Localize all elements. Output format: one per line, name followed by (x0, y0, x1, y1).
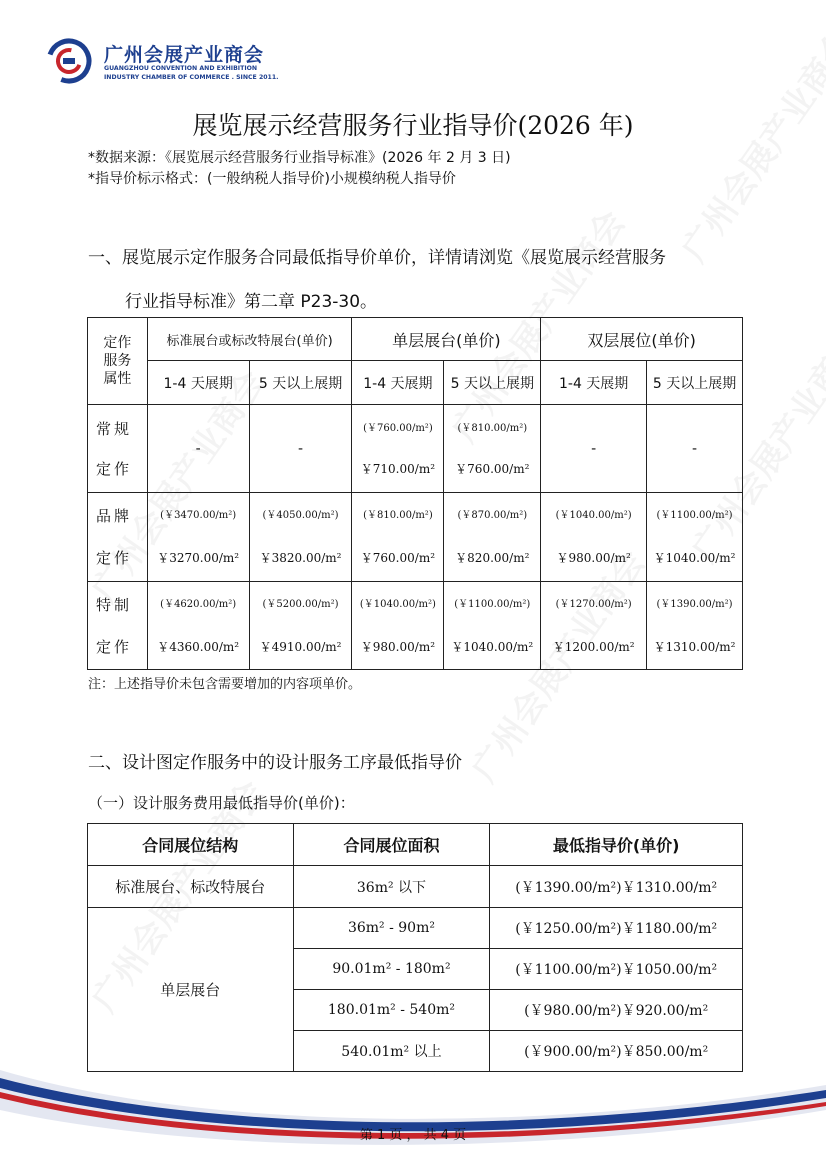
corner-text: 定作 (103, 335, 132, 351)
table-note: 注：上述指导价未包含需要增加的内容项单价。 (88, 677, 362, 692)
price-cell: (￥900.00/m²)￥850.00/m² (490, 1031, 743, 1072)
price-small: ￥1200.00/m² (552, 639, 635, 654)
price-cell (541, 493, 647, 582)
price-cell (352, 405, 444, 493)
price-cell (352, 582, 444, 670)
row-label-b: 定作 (96, 637, 133, 656)
price-cell (444, 582, 541, 670)
watermark (668, 19, 826, 270)
price-general: (￥1390.00/m²) (656, 598, 733, 610)
group-header: 标准展台或标改特展台(单价) (147, 318, 352, 361)
table-corner-cell (88, 318, 148, 405)
group-header: 单层展台(单价) (352, 318, 541, 361)
area-cell: 36m² - 90m² (293, 908, 490, 949)
page-title: 展览展示经营服务行业指导价(2026 年) (192, 111, 634, 140)
row-label-a: 常规 (96, 419, 133, 438)
structure-cell: 单层展台 (88, 908, 294, 1072)
footer-wave-decoration (0, 1040, 826, 1169)
price-general: (￥4050.00/m²) (262, 510, 339, 521)
sub-header: 1-4 天展期 (541, 361, 647, 405)
price-small: ￥980.00/m² (360, 639, 436, 654)
table-design-service-prices (87, 823, 743, 1072)
row-label-a: 品牌 (96, 507, 133, 525)
price-general: (￥1100.00/m²) (656, 510, 733, 521)
org-name-en-line1: GUANGZHOU CONVENTION AND EXHIBITION (104, 65, 258, 72)
price-cell (352, 493, 444, 582)
group-header: 双层展位(单价) (541, 318, 743, 361)
price-cell (444, 493, 541, 582)
price-general: (￥1040.00/m²) (555, 510, 632, 521)
price-small: ￥4910.00/m² (259, 639, 342, 654)
price-cell: - (147, 405, 249, 493)
price-general: (￥1270.00/m²) (555, 598, 632, 610)
org-name-cn: 广州会展产业商会 (104, 44, 265, 66)
price-small: ￥3820.00/m² (259, 551, 342, 565)
price-general: (￥3470.00/m²) (160, 510, 237, 521)
structure-cell: 标准展台、标改特展台 (88, 866, 294, 908)
column-header: 合同展位结构 (88, 824, 294, 866)
price-cell: - (541, 405, 647, 493)
price-cell: (￥980.00/m²)￥920.00/m² (490, 990, 743, 1031)
area-cell: 180.01m² - 540m² (293, 990, 490, 1031)
price-cell: - (647, 405, 743, 493)
corner-text: 属性 (103, 371, 132, 387)
price-cell (147, 582, 249, 670)
price-general: (￥1040.00/m²) (359, 598, 436, 610)
column-header: 合同展位面积 (293, 824, 490, 866)
row-label (88, 405, 148, 493)
table-row (88, 908, 743, 949)
area-cell: 90.01m² - 180m² (293, 949, 490, 990)
price-small: ￥1040.00/m² (653, 551, 736, 565)
price-general: (￥870.00/m²) (457, 510, 528, 521)
price-small: ￥820.00/m² (455, 551, 530, 565)
row-label-b: 定作 (96, 549, 133, 567)
price-cell: (￥1390.00/m²)￥1310.00/m² (490, 866, 743, 908)
area-cell: 36m² 以下 (293, 866, 490, 908)
sub-header: 5 天以上展期 (444, 361, 541, 405)
row-label (88, 493, 148, 582)
table-row (88, 493, 743, 582)
price-small: ￥980.00/m² (556, 551, 631, 565)
price-general: (￥810.00/m²) (363, 510, 433, 521)
price-general: (￥1100.00/m²) (454, 598, 531, 610)
sub-header: 5 天以上展期 (647, 361, 743, 405)
corner-text: 服务 (103, 353, 132, 369)
price-general: (￥760.00/m²) (363, 422, 433, 434)
price-cell (249, 493, 352, 582)
price-format: *指导价标示格式：(一般纳税人指导价)小规模纳税人指导价 (88, 171, 456, 187)
data-source: *数据来源：《展览展示经营服务行业指导标准》(2026 年 2 月 3 日) (88, 150, 511, 166)
price-small: ￥1310.00/m² (653, 639, 736, 654)
table-row (88, 405, 743, 493)
price-cell (147, 493, 249, 582)
price-cell (249, 582, 352, 670)
org-name-en-line2: INDUSTRY CHAMBER OF COMMERCE . SINCE 2011. (104, 73, 279, 81)
price-cell (541, 582, 647, 670)
page-number: 第 1 页 ， 共 4 页 (359, 1128, 467, 1143)
price-cell (444, 405, 541, 493)
price-general: (￥5200.00/m²) (262, 598, 339, 610)
price-cell (647, 582, 743, 670)
price-small: ￥1040.00/m² (451, 639, 534, 654)
price-small: ￥760.00/m² (360, 551, 436, 565)
price-small: ￥4360.00/m² (157, 639, 240, 654)
column-header: 最低指导价(单价) (490, 824, 743, 866)
row-label-b: 定作 (96, 459, 133, 478)
price-small: ￥3270.00/m² (157, 551, 240, 565)
table-row (88, 582, 743, 670)
row-label (88, 582, 148, 670)
chamber-logo-icon (46, 38, 92, 84)
sub-header: 5 天以上展期 (249, 361, 352, 405)
price-cell: (￥1250.00/m²)￥1180.00/m² (490, 908, 743, 949)
price-general: (￥4620.00/m²) (160, 598, 237, 610)
sub-header: 1-4 天展期 (352, 361, 444, 405)
price-cell (647, 493, 743, 582)
section1-heading-line1: 一、展览展示定作服务合同最低指导价单价，详情请浏览《展览展示经营服务 (88, 248, 666, 268)
table-row (88, 866, 743, 908)
price-small: ￥710.00/m² (360, 461, 436, 476)
section2-heading: 二、设计图定作服务中的设计服务工序最低指导价 (88, 753, 462, 773)
row-label-a: 特制 (96, 595, 133, 614)
section1-heading-line2: 行业指导标准》第二章 P23-30。 (125, 292, 378, 312)
section2-sub-heading: （一）设计服务费用最低指导价(单价)： (88, 794, 355, 812)
sub-header: 1-4 天展期 (147, 361, 249, 405)
org-name-en (104, 65, 279, 82)
price-cell: (￥1100.00/m²)￥1050.00/m² (490, 949, 743, 990)
price-general: (￥810.00/m²) (457, 422, 528, 434)
table-custom-service-prices (87, 317, 743, 670)
price-small: ￥760.00/m² (455, 461, 530, 476)
price-cell: - (249, 405, 352, 493)
area-cell: 540.01m² 以上 (293, 1031, 490, 1072)
